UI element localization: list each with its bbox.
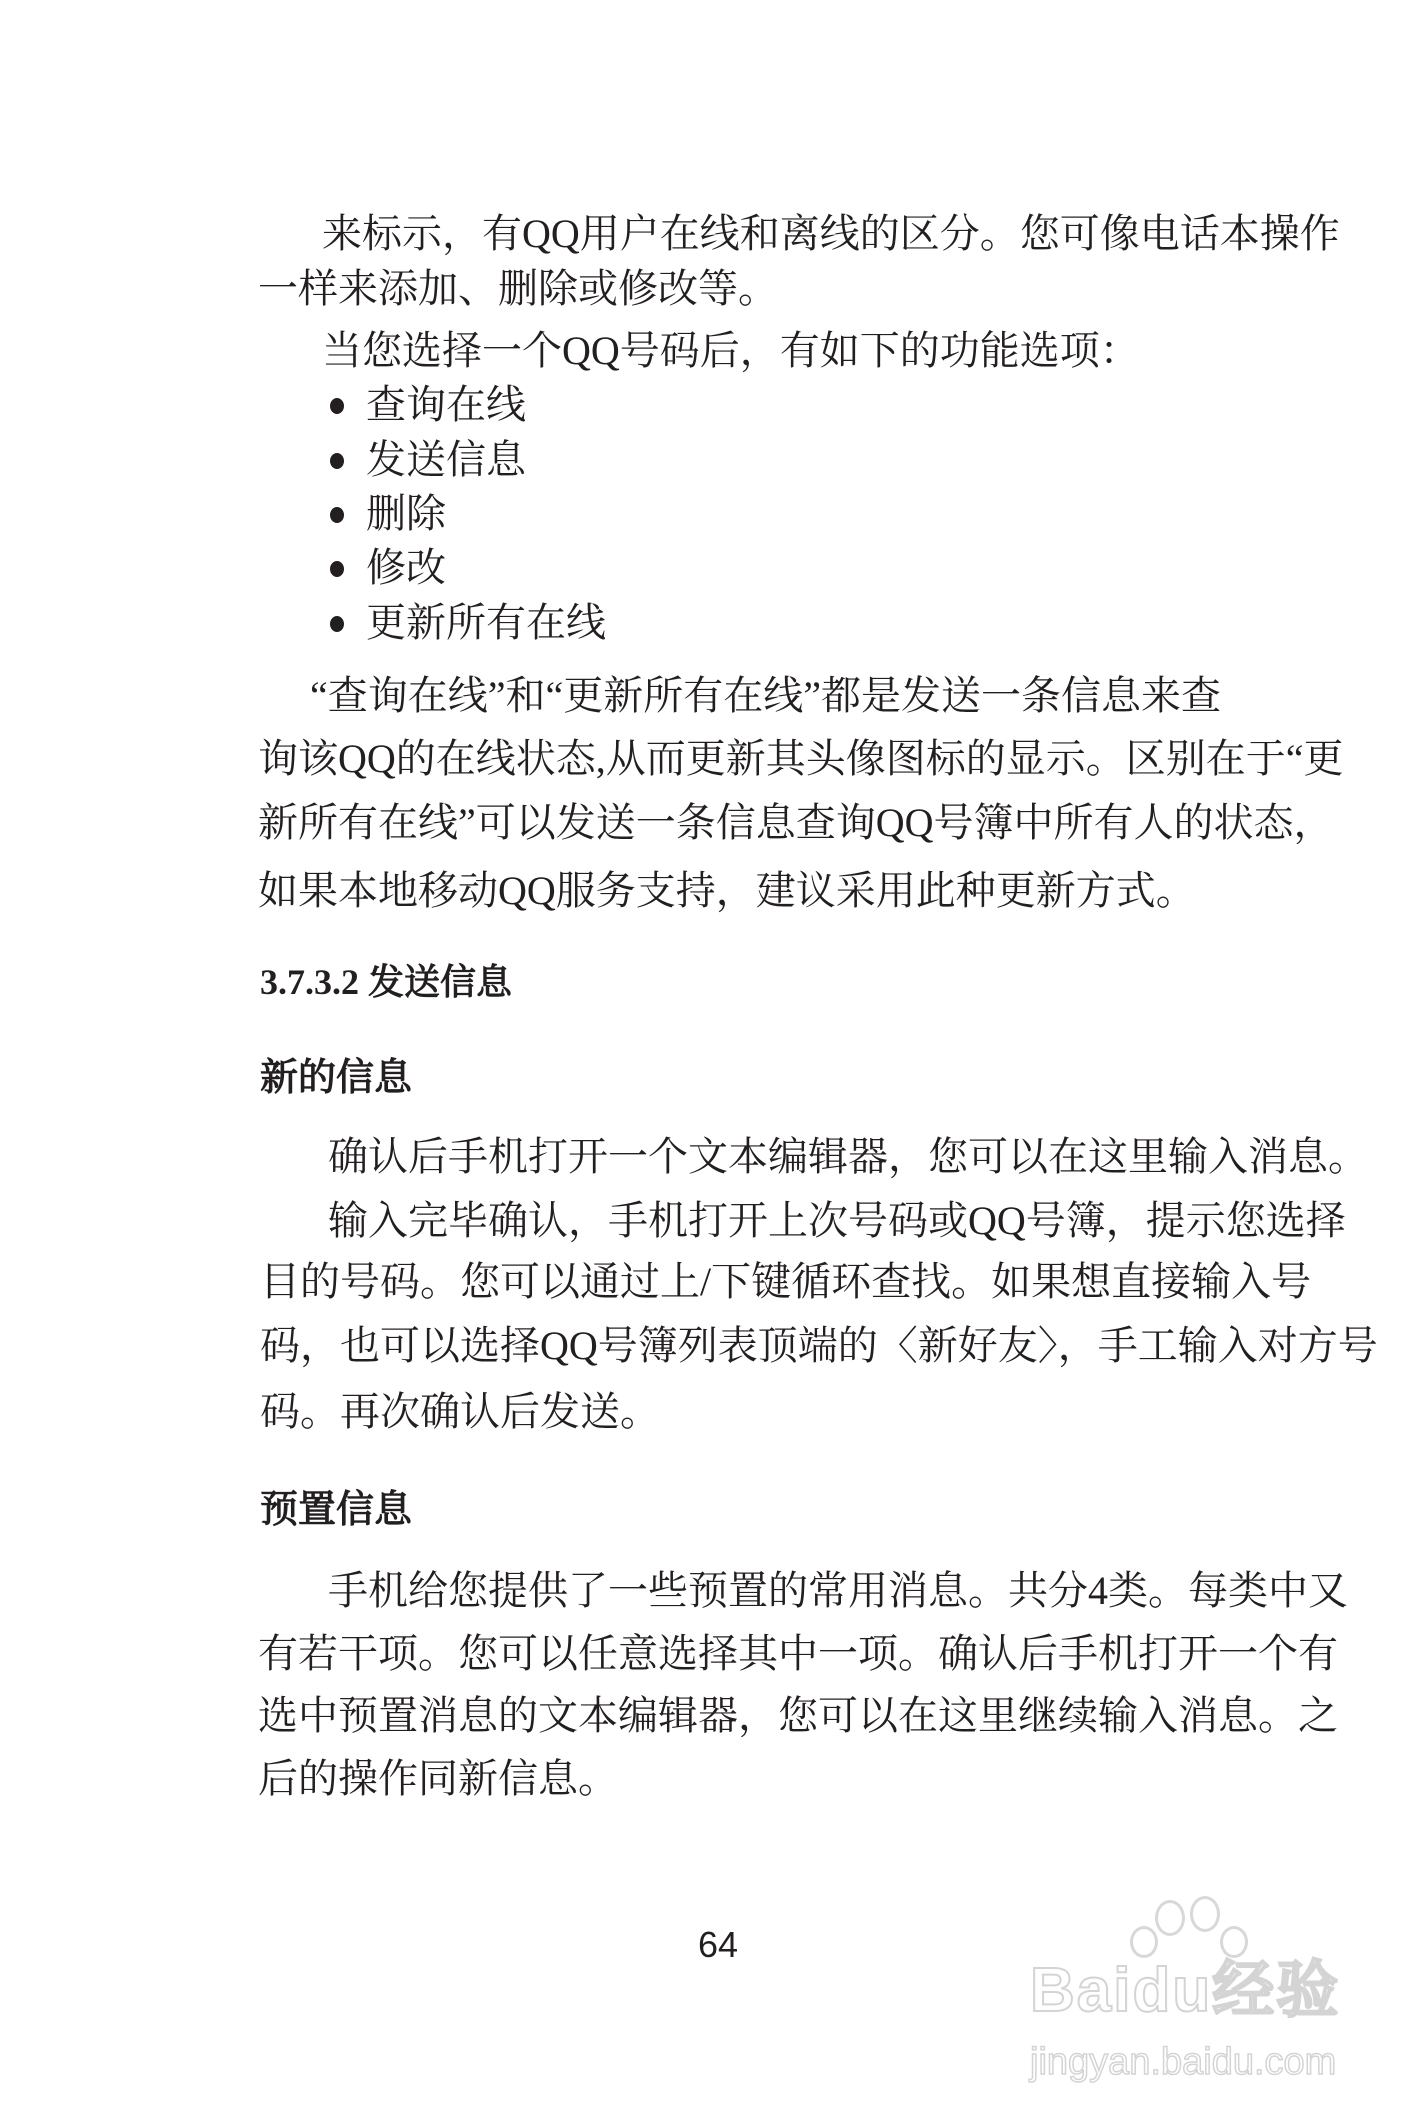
- option-label: 查询在线: [366, 382, 526, 427]
- explain-line: “查询在线”和“更新所有在线”都是发送一条信息来查: [310, 673, 1222, 718]
- option-item: [330, 435, 526, 485]
- paw-icon: [1130, 1926, 1158, 1958]
- bullet-icon: [330, 616, 344, 632]
- new-message-para1: 确认后手机打开一个文本编辑器，您可以在这里输入消息。: [328, 1134, 1368, 1179]
- bullet-icon: [330, 453, 344, 469]
- bullet-icon: [330, 561, 344, 577]
- explain-line: 如果本地移动QQ服务支持，建议采用此种更新方式。: [258, 868, 1196, 913]
- new-message-line: 码，也可以选择QQ号簿列表顶端的〈新好友〉，手工输入对方号: [260, 1323, 1378, 1368]
- watermark-brand: Baidu经验: [1030, 1956, 1341, 2025]
- new-message-heading: 新的信息: [260, 1057, 413, 1099]
- option-label: 删除: [366, 491, 446, 536]
- explain-line: 询该QQ的在线状态,从而更新其头像图标的显示。区别在于“更: [258, 736, 1344, 781]
- options-intro: 当您选择一个QQ号码后，有如下的功能选项：: [322, 328, 1140, 373]
- option-label: 更新所有在线: [366, 600, 606, 645]
- preset-message-line: 后的操作同新信息。: [258, 1756, 618, 1801]
- preset-message-heading: 预置信息: [260, 1489, 413, 1531]
- bullet-icon: [330, 507, 344, 523]
- watermark-url: jingyan.baidu.com: [1030, 2041, 1337, 2083]
- intro-line-2: 一样来添加、删除或修改等。: [258, 266, 778, 311]
- new-message-line: 码。再次确认后发送。: [260, 1389, 660, 1434]
- option-item: [330, 489, 446, 539]
- preset-message-line: 选中预置消息的文本编辑器，您可以在这里继续输入消息。之: [258, 1693, 1338, 1738]
- option-label: 发送信息: [366, 437, 526, 482]
- bullet-icon: [330, 398, 344, 414]
- explain-line: 新所有在线”可以发送一条信息查询QQ号簿中所有人的状态，: [258, 800, 1334, 845]
- section-heading: 3.7.3.2 发送信息: [260, 962, 513, 1002]
- option-label: 修改: [366, 545, 446, 590]
- paw-icon: [1220, 1926, 1248, 1958]
- paw-icon: [1155, 1900, 1185, 1936]
- intro-line-1: 来标示，有QQ用户在线和离线的区分。您可像电话本操作: [322, 211, 1340, 256]
- option-item: [330, 598, 606, 648]
- option-item: [330, 380, 526, 430]
- new-message-line: 目的号码。您可以通过上/下键循环查找。如果想直接输入号: [260, 1259, 1312, 1304]
- page-number: 64: [698, 1924, 739, 1965]
- preset-message-line: 手机给您提供了一些预置的常用消息。共分4类。每类中又: [328, 1568, 1348, 1613]
- preset-message-line: 有若干项。您可以任意选择其中一项。确认后手机打开一个有: [258, 1631, 1338, 1676]
- new-message-line: 输入完毕确认，手机打开上次号码或QQ号簿，提示您选择: [328, 1198, 1346, 1243]
- baidu-watermark: [1030, 1890, 1390, 2100]
- option-item: [330, 543, 446, 593]
- paw-icon: [1190, 1896, 1220, 1932]
